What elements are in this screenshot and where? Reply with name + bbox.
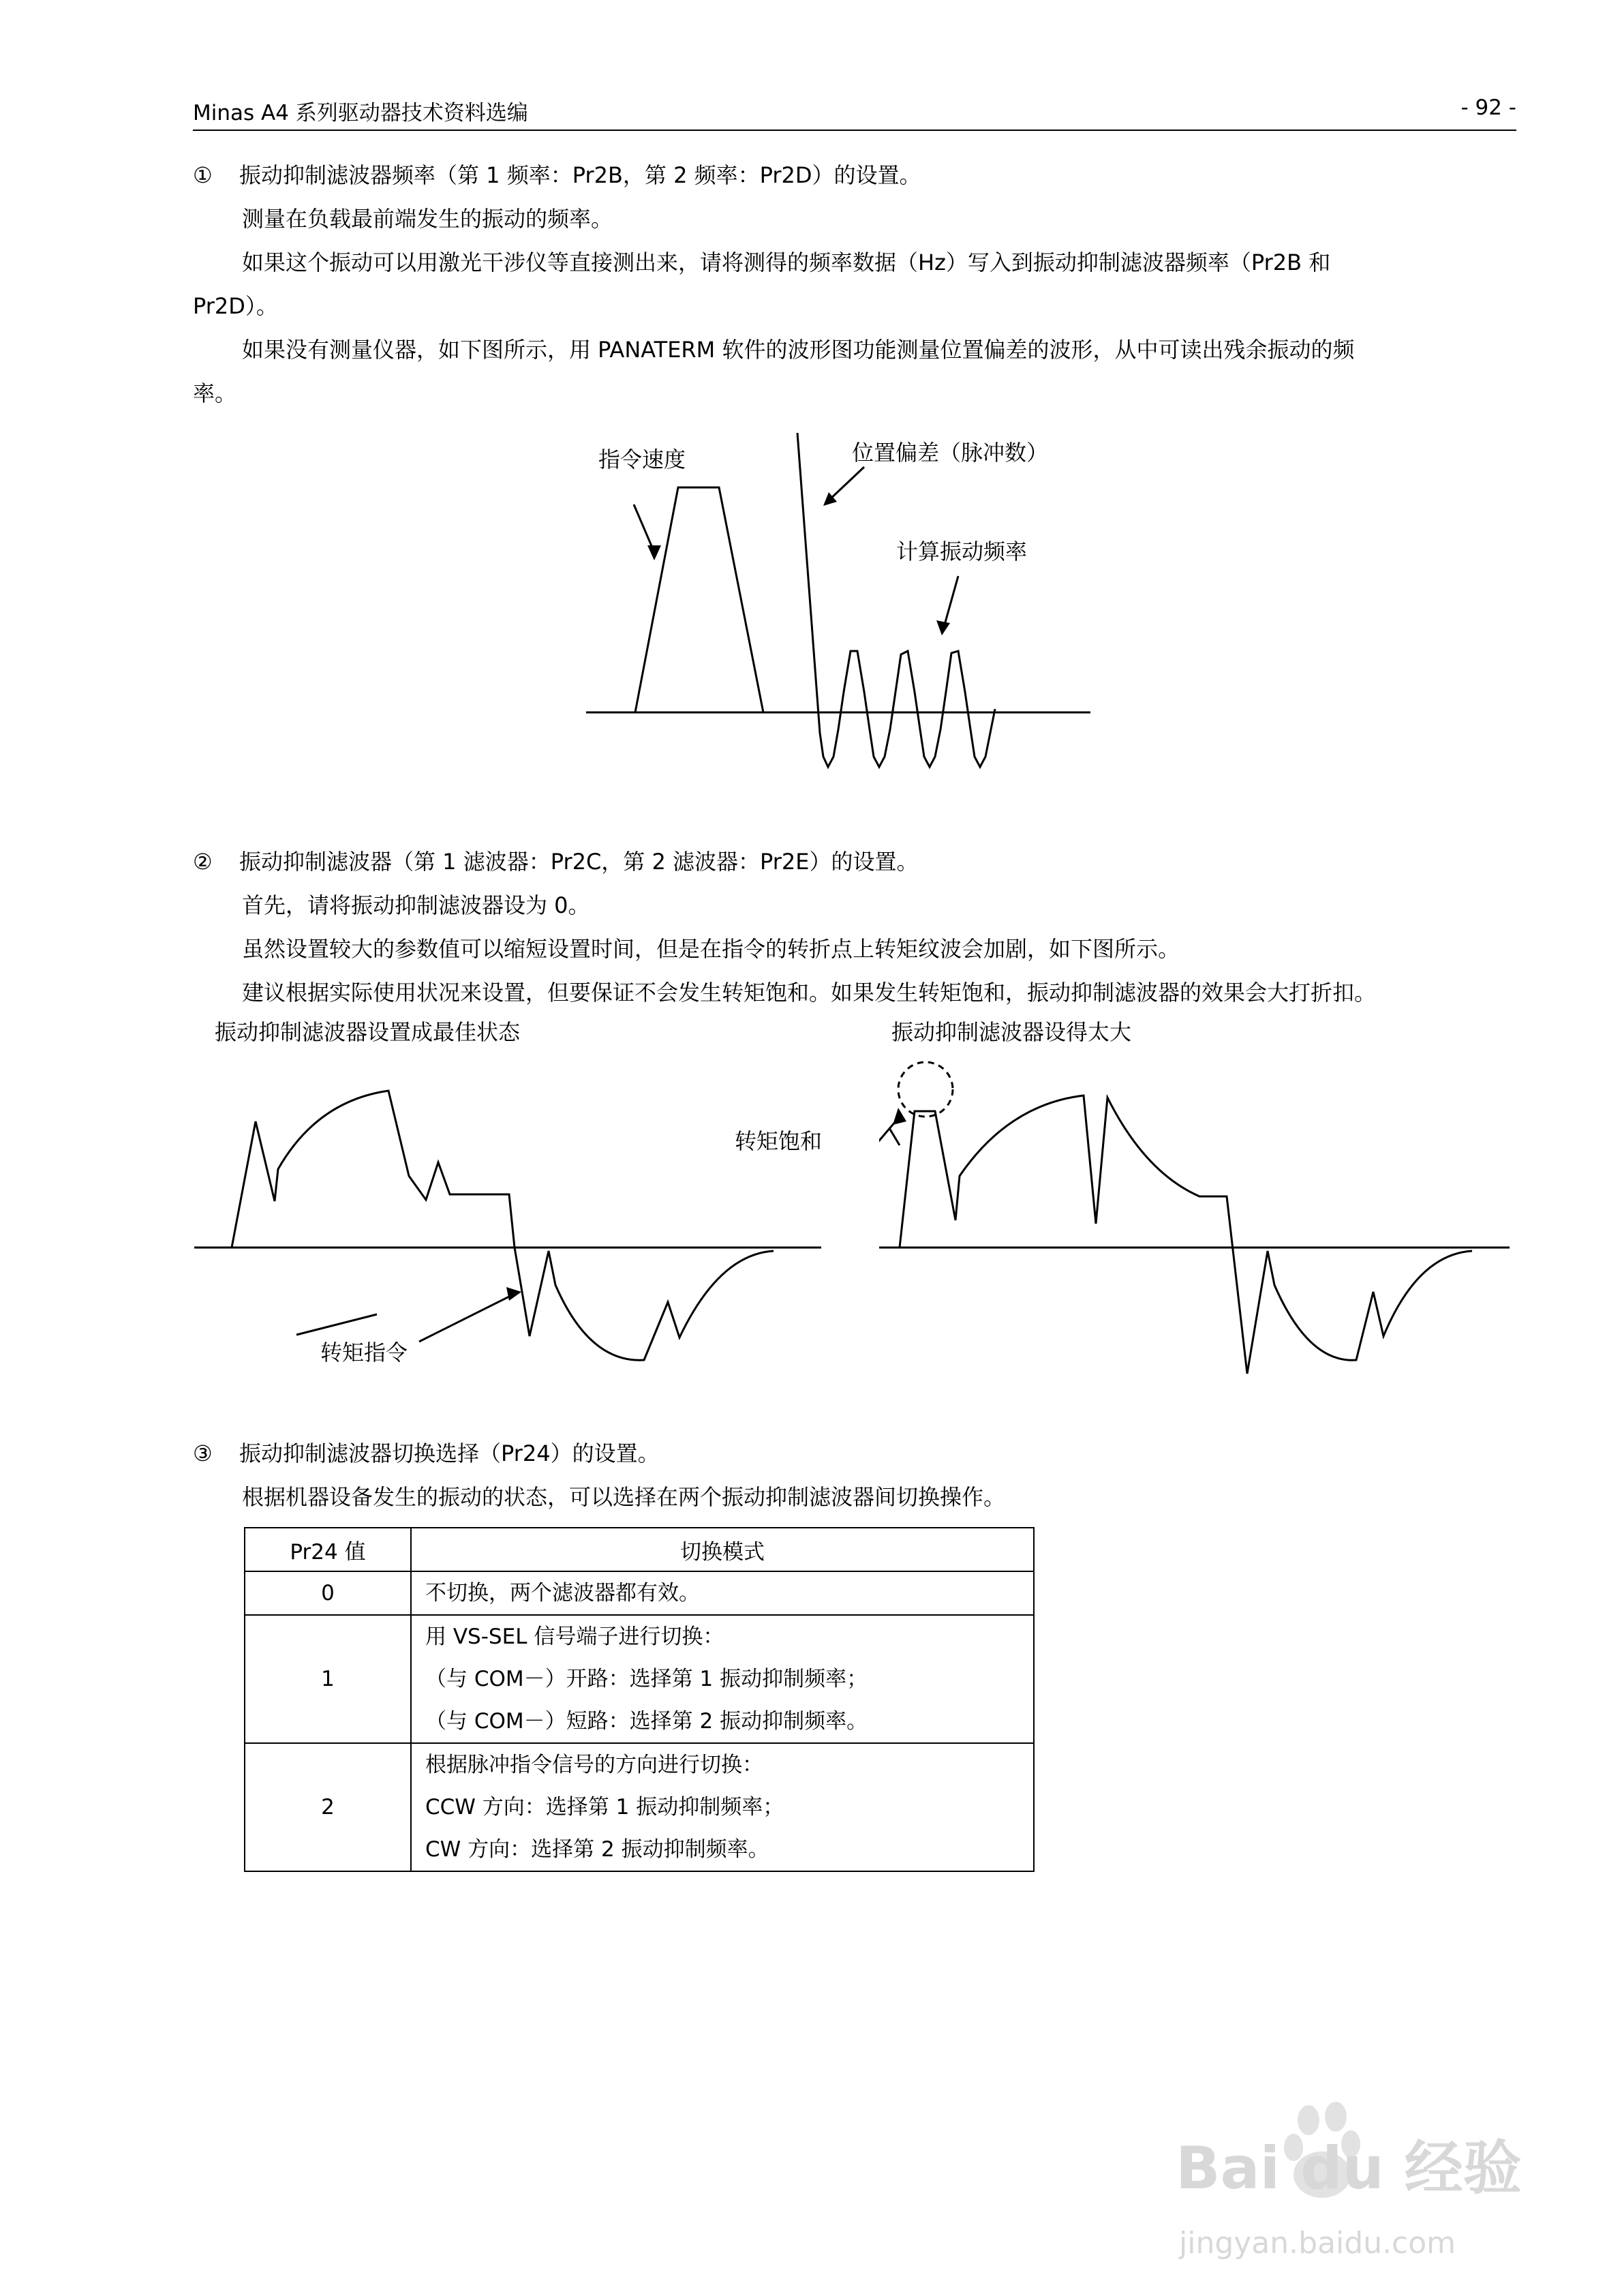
section-1-heading [193,153,921,197]
table-cell-value: 0 [245,1571,411,1615]
table-header-value: Pr24 值 [245,1528,411,1571]
table-cell-mode [411,1743,1034,1871]
saturation-circle [898,1062,953,1117]
paw-icon [1298,2105,1319,2135]
watermark-logo: Bai du 经验 [1176,2134,1522,2203]
table-row [245,1743,1034,1871]
torque-command-curve-optimal [232,1091,774,1360]
section-3-title: 振动抑制滤波器切换选择（Pr24）的设置。 [239,1440,660,1466]
section-2-para-3: 建议根据实际使用状况来设置，但要保证不会发生转矩饱和。如果发生转矩饱和，振动抑制滤波器的效果会大打折扣。 [242,980,1377,1006]
section-1-para-3b: 率。 [193,380,237,406]
mode-line: （与 COM－）开路：选择第 1 振动抑制频率； [425,1667,868,1691]
torque-command-curve-too-large [900,1096,1472,1374]
mode-line: CCW 方向：选择第 1 振动抑制频率； [425,1795,784,1819]
section-2-para-2: 虽然设置较大的参数值可以缩短设置时间，但是在指令的转折点上转矩纹波会加剧，如下图所示。 [242,936,1180,962]
section-2-title: 振动抑制滤波器（第 1 滤波器：Pr2C，第 2 滤波器：Pr2E）的设置。 [239,849,919,875]
label-torque-command: 转矩指令 [320,1340,408,1365]
section-1-para-2a: 如果这个振动可以用激光干涉仪等直接测出来，请将测得的频率数据（Hz）写入到振动抑制滤波器频率（Pr2B 和 [242,250,1331,275]
section-3-heading [193,1432,660,1475]
section-1-title: 振动抑制滤波器频率（第 1 频率：Pr2B，第 2 频率：Pr2D）的设置。 [239,162,921,188]
label-command-speed: 指令速度 [598,447,686,472]
mode-line: （与 COM－）短路：选择第 2 振动抑制频率。 [425,1709,868,1734]
watermark-url: jingyan.baidu.com [1179,2226,1456,2261]
table-row [245,1615,1034,1743]
table-row [245,1571,1034,1615]
table-header-mode: 切换模式 [411,1528,1034,1571]
section-1-para-3a: 如果没有测量仪器，如下图所示，用 PANATERM 软件的波形图功能测量位置偏差的波形，从中可读出残余振动的频 [242,337,1355,363]
table-cell-mode [411,1571,1034,1615]
arrow-head [506,1287,521,1301]
section-2-heading [193,840,918,883]
section-1-para-2b: Pr2D）。 [193,293,278,319]
page-number: - 92 - [1460,95,1516,120]
mode-line: 根据脉冲指令信号的方向进行切换： [425,1753,763,1777]
page-header [193,87,1516,131]
torque-optimal-figure [194,1016,828,1398]
section-3-number: ③ [193,1440,213,1466]
section-2-number: ② [193,849,213,875]
section-3-para-1: 根据机器设备发生的振动的状态，可以选择在两个振动抑制滤波器间切换操作。 [242,1484,1006,1510]
mode-line: 不切换，两个滤波器都有效。 [425,1581,700,1605]
pr24-mode-table [244,1527,1035,1872]
baidu-watermark [1172,2079,1527,2284]
torque-too-large-figure [879,1016,1520,1398]
header-title: Minas A4 系列驱动器技术资料选编 [193,101,528,125]
vibration-frequency-figure [586,429,1104,784]
section-1-number: ① [193,162,213,188]
label-torque-saturation: 转矩饱和 [735,1128,823,1154]
label-calc-frequency: 计算振动频率 [896,539,1028,564]
table-header-row [245,1528,1034,1571]
label-position-error: 位置偏差（脉冲数） [852,440,1049,466]
section-2-para-1: 首先，请将振动抑制滤波器设为 0。 [242,892,590,918]
mode-line: 用 VS-SEL 信号端子进行切换： [425,1625,724,1649]
label-optimal-title: 振动抑制滤波器设置成最佳状态 [215,1019,521,1045]
table-cell-value: 2 [245,1743,411,1871]
table-cell-value: 1 [245,1615,411,1743]
label-too-large-title: 振动抑制滤波器设得太大 [891,1019,1132,1045]
table-cell-mode [411,1615,1034,1743]
section-1-para-1: 测量在负载最前端发生的振动的频率。 [242,206,613,232]
mode-line: CW 方向：选择第 2 振动抑制频率。 [425,1837,769,1862]
